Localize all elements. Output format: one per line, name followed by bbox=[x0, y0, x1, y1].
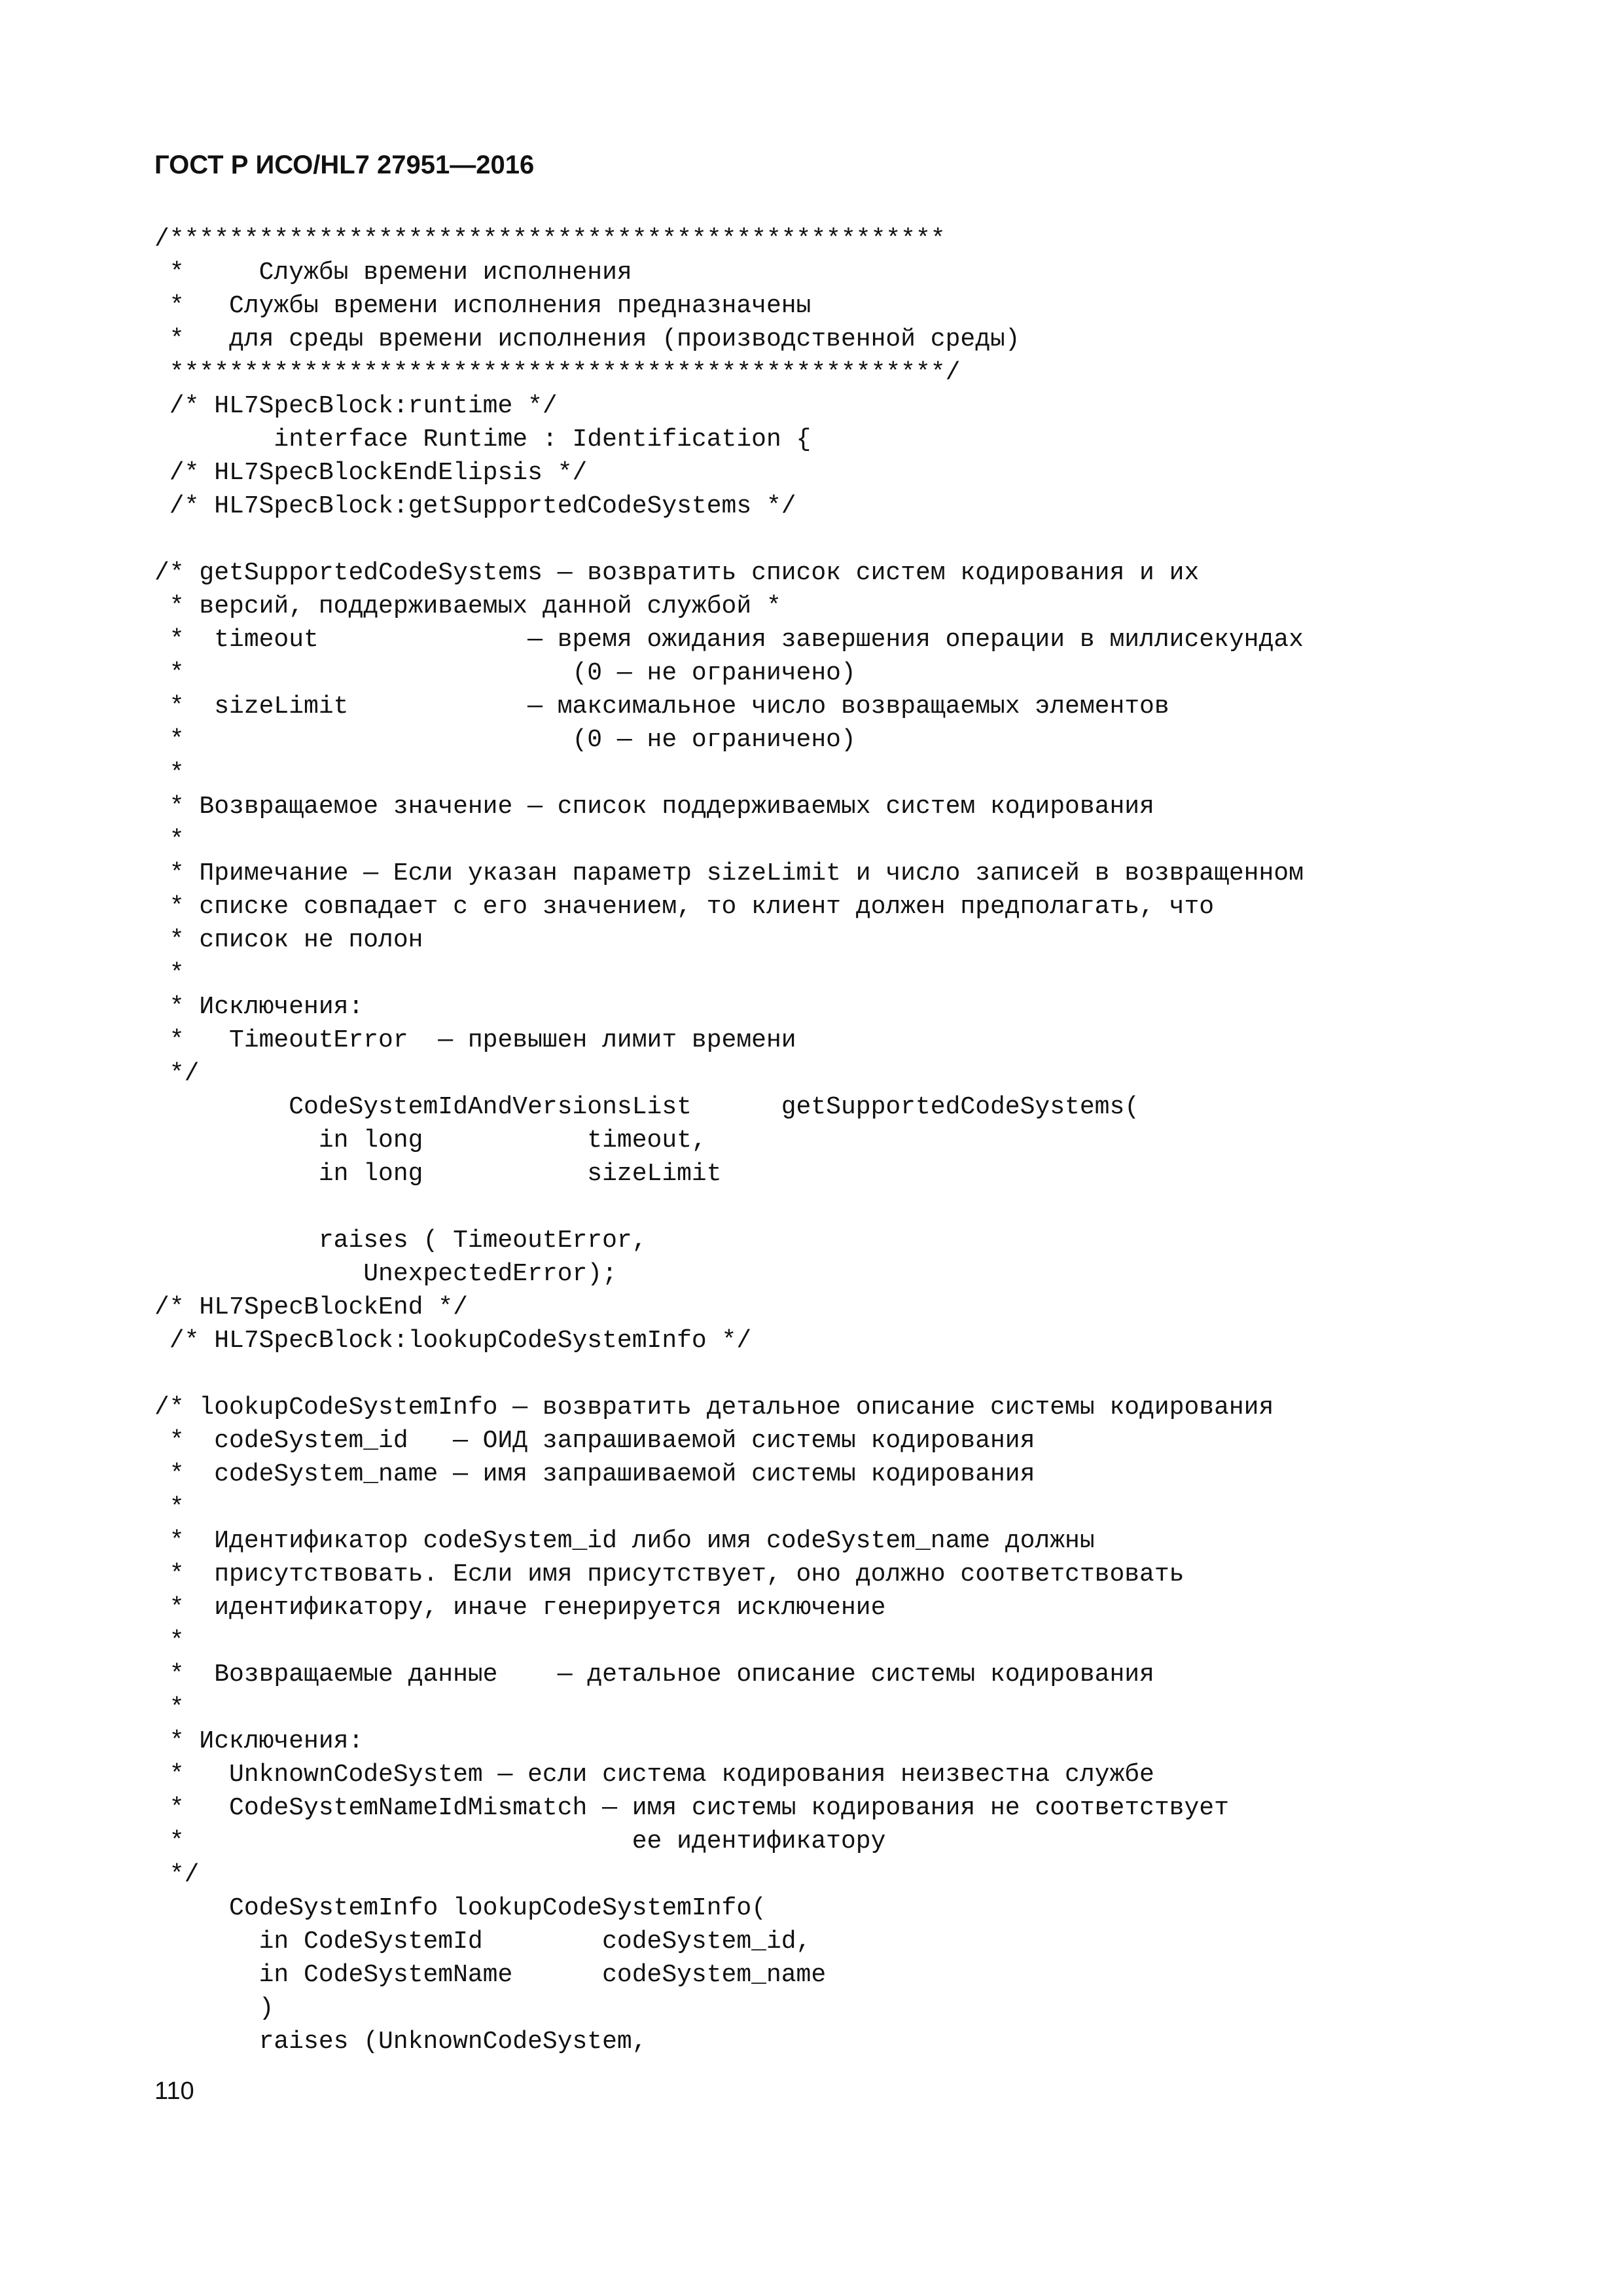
code-line bbox=[154, 1357, 1489, 1391]
code-line: * Возвращаемое значение — список поддерживаемых систем кодирования bbox=[154, 793, 1154, 821]
code-line: in long sizeLimit bbox=[154, 1160, 722, 1188]
code-line: * TimeoutError — превышен лимит времени bbox=[154, 1026, 796, 1054]
code-line: */ bbox=[154, 1861, 200, 1889]
code-line: * bbox=[154, 1694, 185, 1722]
code-line: * Идентификатор codeSystem_id либо имя codeSystem_name должны bbox=[154, 1527, 1095, 1555]
code-line: /* HL7SpecBlockEndElipsis */ bbox=[154, 459, 588, 487]
code-line: interface Runtime : Identification { bbox=[154, 425, 812, 454]
code-line: * timeout — время ожидания завершения операции в миллисекундах bbox=[154, 626, 1304, 654]
code-line: /* getSupportedCodeSystems — возвратить список систем кодирования и их bbox=[154, 559, 1200, 587]
code-line: /**************************************************** bbox=[154, 225, 946, 253]
code-line: * codeSystem_name — имя запрашиваемой системы кодирования bbox=[154, 1460, 1035, 1488]
code-line: * список не полон bbox=[154, 926, 423, 954]
code-line: raises (UnknownCodeSystem, bbox=[154, 2028, 647, 2056]
code-line: * версий, поддерживаемых данной службой * bbox=[154, 592, 781, 620]
code-line: * Службы времени исполнения bbox=[154, 259, 632, 287]
code-line: CodeSystemInfo lookupCodeSystemInfo( bbox=[154, 1894, 766, 1922]
code-line: */ bbox=[154, 1060, 200, 1088]
code-line: * Службы времени исполнения предназначены bbox=[154, 292, 812, 320]
code-line: * Исключения: bbox=[154, 1727, 364, 1755]
code-line: /* HL7SpecBlock:getSupportedCodeSystems */ bbox=[154, 492, 796, 520]
code-line: * UnknownCodeSystem — если система кодирования неизвестна службе bbox=[154, 1761, 1154, 1789]
code-line: * для среды времени исполнения (производственной среды) bbox=[154, 325, 1020, 353]
page-number: 110 bbox=[154, 2077, 194, 2105]
code-line: * (0 — не ограничено) bbox=[154, 726, 856, 754]
code-line: /* HL7SpecBlock:lookupCodeSystemInfo */ bbox=[154, 1327, 752, 1355]
code-line: * bbox=[154, 1627, 185, 1655]
code-line: in long timeout, bbox=[154, 1126, 707, 1155]
code-line: /* HL7SpecBlock:runtime */ bbox=[154, 392, 558, 420]
code-line: * Исключения: bbox=[154, 993, 364, 1021]
code-line bbox=[154, 523, 1489, 556]
code-line: raises ( TimeoutError, bbox=[154, 1227, 647, 1255]
code-line: /* HL7SpecBlockEnd */ bbox=[154, 1293, 468, 1321]
code-line: /* lookupCodeSystemInfo — возвратить детальное описание системы кодирования bbox=[154, 1393, 1274, 1422]
code-line: in CodeSystemId codeSystem_id, bbox=[154, 1928, 812, 1956]
code-line bbox=[154, 1191, 1489, 1224]
code-line: * CodeSystemNameIdMismatch — имя системы кодирования не соответствует bbox=[154, 1794, 1229, 1822]
code-line: * (0 — не ограничено) bbox=[154, 659, 856, 687]
code-line: * присутствовать. Если имя присутствует, оно должно соответствовать bbox=[154, 1560, 1185, 1588]
code-line: * идентификатору, иначе генерируется исключение bbox=[154, 1594, 886, 1622]
code-line: * codeSystem_id — ОИД запрашиваемой системы кодирования bbox=[154, 1427, 1035, 1455]
code-line: * Примечание — Если указан параметр sizeLimit и число записей в возвращенном bbox=[154, 859, 1304, 888]
code-line: UnexpectedError); bbox=[154, 1260, 617, 1288]
code-line: ****************************************************/ bbox=[154, 359, 961, 387]
code-line: in CodeSystemName codeSystem_name bbox=[154, 1961, 827, 1989]
code-line: CodeSystemIdAndVersionsList getSupportedCodeSystems( bbox=[154, 1093, 1140, 1121]
code-line: * ее идентификатору bbox=[154, 1827, 886, 1856]
code-line: * списке совпадает с его значением, то клиент должен предполагать, что bbox=[154, 893, 1215, 921]
document-header: ГОСТ Р ИСО/HL7 27951—2016 bbox=[154, 151, 535, 179]
code-line: * bbox=[154, 1494, 185, 1522]
code-line: * bbox=[154, 960, 185, 988]
code-line: * Возвращаемые данные — детальное описание системы кодирования bbox=[154, 1660, 1154, 1689]
code-line: * sizeLimit — максимальное число возвращаемых элементов bbox=[154, 692, 1169, 721]
idl-code-listing bbox=[154, 223, 1489, 2058]
code-line: * bbox=[154, 759, 185, 787]
code-line: * bbox=[154, 826, 185, 854]
code-line: ) bbox=[154, 1994, 274, 2022]
